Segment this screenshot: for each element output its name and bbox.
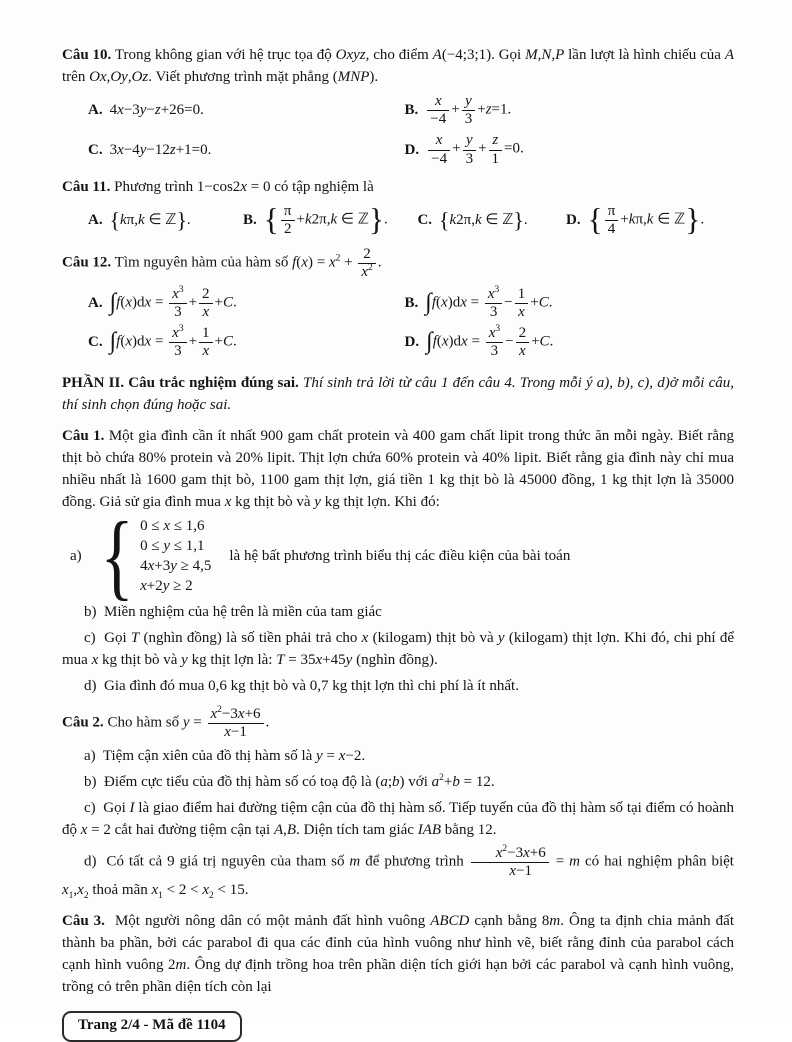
inequality-system: [140, 516, 211, 596]
question-10-option-d: [405, 132, 734, 166]
option-body: {k2π,k ∈ ℤ}.: [439, 208, 528, 233]
part2-question-3-stem: Câu 3. Một người nông dân có một mảnh đất hình vuông ABCD cạnh bằng 8m. Ông ta định chia mảnh đất thành ba phần, bởi các parabol đi qua các đỉnh của hình vuông như hình vẽ, biết rằng đỉnh của parabol cách cạnh hình vuông 2m. Ông dự định trồng hoa trên phần diện tích giới hạn bởi các parabol và cạnh hình vuông, trồng cỏ trên phần diện tích còn lại: [62, 913, 734, 995]
option-label: B.: [243, 211, 257, 228]
item-a-label: a): [70, 548, 82, 565]
question-12-options: [62, 286, 734, 360]
question-11-option-b: [243, 203, 417, 237]
option-body: ∫f(x)dx = $\frac{x^3}{3}$ + $\frac{2}{x}$ +C.: [109, 284, 237, 320]
inequality-3: 4x+3y ≥ 4,5: [140, 558, 212, 575]
option-label: C.: [417, 211, 433, 228]
question-12-option-c: [88, 325, 405, 359]
part2-question-1-item-c: c) Gọi T (nghìn đồng) là số tiền phải trả cho x (kilogam) thịt bò và y (kilogam) thịt lợn. Khi đó, chi phí để mua x kg thịt bò và y kg thịt lợn là: T = 35x+45y (nghìn đồng).: [62, 630, 735, 669]
part2-question-1: [62, 425, 734, 697]
question-12-option-d: [405, 325, 734, 359]
option-label: D.: [404, 141, 420, 158]
option-body: ∫f(x)dx = $\frac{x^3}{3}$ − $\frac{2}{x}$ +C.: [426, 323, 554, 360]
part2-question-2-item-b: b) Điểm cực tiểu của đồ thị hàm số có toạ độ là (a;b) với $a^2+b = 12$.: [84, 772, 495, 790]
option-label: C.: [88, 141, 103, 158]
option-label: A.: [88, 102, 103, 119]
question-11-option-c: [417, 203, 566, 237]
inequality-4: x+2y ≥ 2: [140, 578, 193, 595]
part2-question-2: [62, 706, 734, 901]
item-a-text: là hệ bất phương trình biểu thị các điều kiện của bài toán: [229, 548, 571, 565]
option-body: { $\frac{\pi}{2}$ +k2π,k ∈ ℤ}.: [263, 201, 388, 237]
option-label: A.: [88, 211, 103, 228]
question-12-option-a: [88, 286, 405, 320]
part2-question-1-item-d: d) Gia đình đó mua 0,6 kg thịt bò và 0,7 kg thịt lợn thì chi phí là ít nhất.: [84, 678, 519, 695]
option-body: {kπ,k ∈ ℤ}.: [109, 208, 191, 233]
question-10-option-c: [88, 132, 405, 166]
option-body: { $\frac{\pi}{4}$ +kπ,k ∈ ℤ}.: [587, 201, 705, 237]
question-11: [62, 176, 734, 237]
question-10-options: [62, 93, 734, 167]
question-10-option-b: [405, 93, 734, 127]
question-12: [62, 246, 734, 359]
part2-question-2-stem: Câu 2. Cho hàm số y = $\frac{x^2-3x+6}{x-1}$ .: [62, 705, 270, 741]
option-label: C.: [88, 334, 103, 351]
question-10: [62, 44, 734, 167]
page-number-badge: Trang 2/4 - Mã đề 1104: [62, 1011, 242, 1042]
page-footer: [62, 998, 734, 1042]
system-brace: {: [100, 502, 134, 610]
option-label: D.: [404, 334, 420, 351]
part2-question-2-item-a: a) Tiệm cận xiên của đồ thị hàm số là y = x−2.: [84, 747, 366, 764]
option-body: ∫f(x)dx = $\frac{x^3}{3}$ − $\frac{1}{x}$ +C.: [425, 284, 553, 320]
part2-question-3: [62, 910, 734, 998]
part2-question-1-item-b: b) Miền nghiệm của hệ trên là miền của tam giác: [84, 604, 382, 621]
inequality-2: 0 ≤ y ≤ 1,1: [140, 538, 205, 555]
option-label: D.: [566, 211, 581, 228]
question-12-option-b: [405, 286, 734, 320]
part2-question-1-stem: Câu 1. Một gia đình cần ít nhất 900 gam chất protein và 400 gam chất lipit trong thức ăn mỗi ngày. Biết rằng thịt bò chứa 80% protein và 20% lipit. Thịt lợn chứa 60% protein và 40% lipit. Biết rằng gia đình này chỉ mua nhiều nhất là 1600 gam thịt bò, 1100 gam thịt lợn, giá tiền 1 kg thịt bò là 45000 đồng, 1 kg thịt lợn là 35000 đồng. Giả sử gia đình mua x kg thịt bò và y kg thịt lợn. Khi đó:: [62, 428, 734, 511]
option-label: B.: [404, 294, 419, 311]
question-11-option-d: [566, 203, 734, 237]
option-body: $\frac{x}{-4}$ + $\frac{y}{3}$ + $\frac{z}{1}$ =0.: [426, 132, 524, 166]
part2-question-2-item-d: d) Có tất cả 9 giá trị nguyên của tham số m để phương trình $\frac{x^2-3x+6}{x-1}$ = m có hai nghiệm phân biệt $x_1,x_2$ thoả mãn $x_1 < 2 < x_2 < 15$.: [62, 843, 734, 901]
question-11-option-a: [88, 203, 243, 237]
question-12-stem: Câu 12. Tìm nguyên hàm của hàm số $f(x) = x^2$ + $\frac{2}{x^2}$ .: [62, 246, 382, 281]
option-body: ∫f(x)dx = $\frac{x^3}{3}$ + $\frac{1}{x}$ +C.: [109, 323, 237, 360]
inequality-1: 0 ≤ x ≤ 1,6: [140, 518, 205, 535]
option-label: A.: [88, 294, 103, 311]
part2-question-2-item-c: c) Gọi I là giao điểm hai đường tiệm cận của đồ thị hàm số. Tiếp tuyến của đồ thị hàm số tại điểm có hoành độ x = 2 cắt hai đường tiệm cận tại A,B. Diện tích tam giác IAB bằng 12.: [62, 799, 735, 838]
option-body: 4x−3y−z+26=0.: [109, 102, 204, 119]
question-10-stem: Câu 10. Trong không gian với hệ trục tọa độ Oxyz, cho điểm A(−4;3;1). Gọi M,N,P lần lượt là hình chiếu của A trên Ox,Oy,Oz. Viết phương trình mặt phẳng (MNP).: [62, 47, 735, 85]
option-label: B.: [404, 102, 419, 119]
part2-question-1-item-a: [70, 502, 734, 610]
option-body: $\frac{x}{-4}$ + $\frac{y}{3}$ +z=1.: [425, 93, 511, 127]
question-11-stem: Câu 11. Phương trình 1−cos2x = 0 có tập nghiệm là: [62, 178, 374, 195]
option-body: 3x−4y−12z+1=0.: [109, 141, 212, 158]
question-11-options: [62, 203, 734, 237]
question-10-option-a: [88, 93, 405, 127]
part2-header: PHẦN II. Câu trắc nghiệm đúng sai. Thí sinh trả lời từ câu 1 đến câu 4. Trong mỗi ý a), b), c), d)ở mỗi câu, thí sinh chọn đúng hoặc sai.: [62, 375, 735, 414]
